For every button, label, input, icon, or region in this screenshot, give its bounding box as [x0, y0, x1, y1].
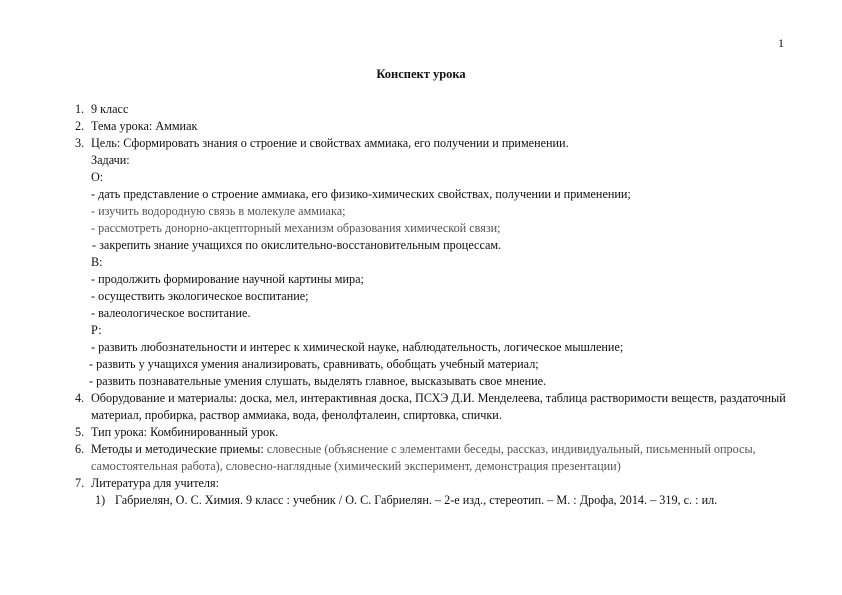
literature-item: [95, 492, 790, 509]
list-number: 1.: [75, 102, 85, 116]
list-item: [75, 475, 790, 492]
list-number: 2.: [75, 119, 85, 133]
task-v-3: - валеологическое воспитание.: [91, 306, 251, 320]
task-o-3: - рассмотреть донорно-акцепторный механизм образования химической связи;: [91, 221, 501, 235]
task-o-4: - закрепить знание учащихся по окислительно-восстановительным процессам.: [92, 238, 502, 252]
page-number: 1: [778, 36, 784, 50]
document-title: Конспект урока: [376, 67, 466, 81]
list-number: 3.: [75, 136, 85, 150]
literature-text: Габриелян, О. С. Химия. 9 класс : учебник / О. С. Габриелян. – 2-е изд., стереотип. – М. : Дрофа, 2014. – 319, с. : ил.: [115, 493, 718, 507]
methods-label: Методы и методические приемы:: [91, 442, 264, 456]
literature-number: 1): [95, 493, 106, 507]
list-item: [75, 118, 790, 135]
task-r-1: - развить любознательности и интерес к химической науке, наблюдательность, логическое мышление;: [91, 340, 624, 354]
list-item: [75, 390, 790, 424]
document-body: [75, 101, 790, 509]
lesson-topic: Тема урока: Аммиак: [91, 119, 198, 133]
list-number: 4.: [75, 391, 85, 405]
lesson-goal: Цель: Сформировать знания о строение и свойствах аммиака, его получении и применении.: [91, 136, 569, 150]
tasks-r-label: Р:: [91, 323, 102, 337]
methods-text: [91, 441, 790, 475]
tasks-v-label: В:: [91, 255, 103, 269]
list-number: 7.: [75, 476, 85, 490]
task-v-1: - продолжить формирование научной картины мира;: [91, 272, 364, 286]
grade-text: 9 класс: [91, 102, 129, 116]
tasks-label: Задачи:: [91, 153, 130, 167]
tasks-o-label: О:: [91, 170, 104, 184]
lesson-type: Тип урока: Комбинированный урок.: [91, 425, 279, 439]
list-item: [75, 441, 790, 475]
task-o-2: - изучить водородную связь в молекуле аммиака;: [91, 204, 346, 218]
list-number: 5.: [75, 425, 85, 439]
literature-heading: Литература для учителя:: [91, 476, 220, 490]
list-number: 6.: [75, 442, 85, 456]
list-item: [75, 424, 790, 441]
task-v-2: - осуществить экологическое воспитание;: [91, 289, 309, 303]
task-r-2: - развить у учащихся умения анализировать, сравнивать, обобщать учебный материал;: [89, 357, 539, 371]
methods-description: словесные (объяснение с элементами беседы, рассказ, индивидуальный, письменный опросы, самостоятельная работа), словесно-наглядные (химический эксперимент, демонстрация презентации): [91, 442, 756, 473]
task-o-1: - дать представление о строение аммиака, его физико-химических свойствах, получении и применении;: [91, 187, 631, 201]
task-r-3: - развить познавательные умения слушать, выделять главное, высказывать свое мнение.: [89, 374, 547, 388]
list-item: [75, 101, 790, 118]
list-item: [75, 135, 790, 152]
equipment-text: Оборудование и материалы: доска, мел, интерактивная доска, ПСХЭ Д.И. Менделеева, таблица растворимости веществ, раздаточный материал, пробирка, раствор аммиака, вода, фенолфталеин, спиртовка, спички.: [91, 391, 786, 422]
